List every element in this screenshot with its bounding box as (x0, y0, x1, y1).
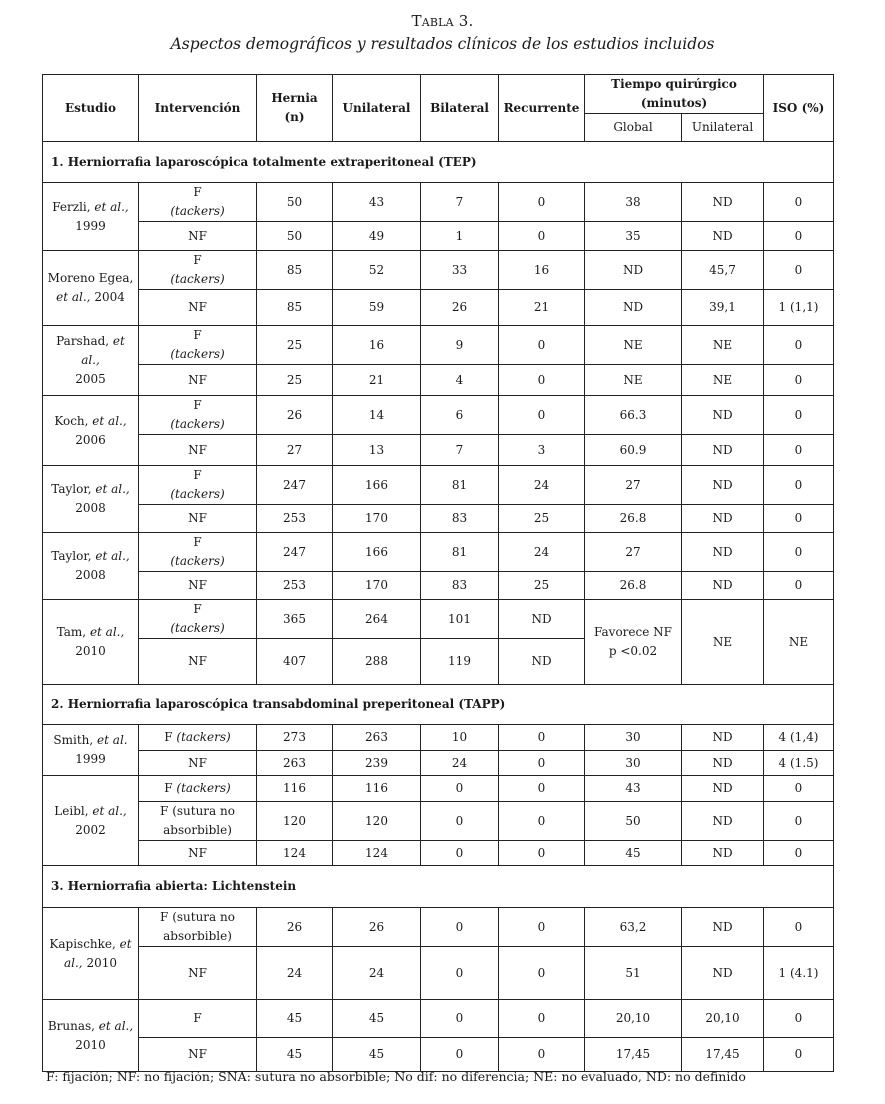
intervention-code: NF (139, 365, 257, 396)
hernia-value: 45 (257, 1000, 333, 1038)
global-value: 45 (585, 841, 682, 866)
global-value: 66.3 (585, 396, 682, 435)
et-al-cont: al., (64, 955, 83, 970)
tiempo-unilateral-value: ND (682, 183, 764, 222)
global-value: 60.9 (585, 435, 682, 466)
unilateral-value: 14 (333, 396, 421, 435)
recurrente-value: 0 (499, 776, 585, 802)
table-footnote: F: fijación; NF: no fijación; SNA: sutura no absorbible; No dif: no diferencia; NE: no evaluado, ND: no definido (46, 1069, 746, 1084)
recurrente-value: 0 (499, 725, 585, 751)
intervention-cell (139, 251, 257, 290)
intervention-detail: (tackers) (170, 272, 225, 286)
intervention-detail: absorbible) (163, 929, 232, 943)
hernia-value: 27 (257, 435, 333, 466)
tiempo-unilateral-value: ND (682, 802, 764, 841)
intervention-cell (139, 600, 257, 639)
tiempo-unilateral-value: ND (682, 505, 764, 533)
study-taylor-b (43, 533, 139, 600)
intervention-detail: absorbible) (163, 823, 232, 837)
iso-value: 0 (764, 466, 834, 505)
author: Smith, (53, 733, 94, 747)
hernia-value: 247 (257, 533, 333, 572)
bilateral-value: 0 (421, 908, 499, 947)
recurrente-value: 16 (499, 251, 585, 290)
unilateral-value: 59 (333, 290, 421, 326)
iso-value: 0 (764, 776, 834, 802)
year: 1999 (75, 752, 106, 766)
tiempo-unilateral-value: ND (682, 841, 764, 866)
bilateral-value: 0 (421, 1038, 499, 1072)
tiempo-unilateral-value: ND (682, 533, 764, 572)
author: Brunas, (47, 1018, 95, 1033)
study-moreno-egea (43, 251, 139, 326)
header-intervencion: Intervención (139, 75, 257, 142)
intervention-detail: (tackers) (170, 621, 225, 635)
recurrente-value: 0 (499, 396, 585, 435)
header-hernia-label: Hernia (271, 91, 318, 105)
global-value: 27 (585, 466, 682, 505)
hernia-value: 124 (257, 841, 333, 866)
global-value (585, 600, 682, 685)
global-value: 43 (585, 776, 682, 802)
hernia-value: 26 (257, 396, 333, 435)
iso-value: 0 (764, 326, 834, 365)
intervention-code: NF (139, 639, 257, 685)
results-table (42, 74, 834, 1072)
iso-value: 4 (1,4) (764, 725, 834, 751)
unilateral-value: 45 (333, 1038, 421, 1072)
table-caption-title: Aspectos demográficos y resultados clínicos de los estudios incluidos (170, 35, 715, 53)
recurrente-value: 0 (499, 802, 585, 841)
intervention-cell (139, 776, 257, 802)
intervention-cell (139, 802, 257, 841)
year: 2005 (75, 372, 106, 386)
author: Tam, (56, 625, 87, 639)
bilateral-value: 83 (421, 505, 499, 533)
hernia-value: 50 (257, 222, 333, 251)
recurrente-value: 21 (499, 290, 585, 326)
intervention-cell (139, 326, 257, 365)
unilateral-value: 26 (333, 908, 421, 947)
hernia-value: 263 (257, 751, 333, 776)
tiempo-unilateral-value: 17,45 (682, 1038, 764, 1072)
et-al: et al., (89, 625, 125, 639)
table-caption-label: Tabla 3. (411, 12, 474, 30)
tiempo-unilateral-value: ND (682, 751, 764, 776)
bilateral-value: 9 (421, 326, 499, 365)
hernia-value: 24 (257, 947, 333, 1000)
iso-value: 0 (764, 1000, 834, 1038)
bilateral-value: 7 (421, 183, 499, 222)
iso-value: 0 (764, 396, 834, 435)
iso-value: 0 (764, 222, 834, 251)
recurrente-value: 24 (499, 533, 585, 572)
hernia-value: 85 (257, 251, 333, 290)
year: 2006 (75, 432, 106, 447)
header-tiempo-unilateral: Unilateral (682, 114, 764, 142)
iso-value: 0 (764, 251, 834, 290)
iso-value: 0 (764, 183, 834, 222)
et-al: et al., (92, 413, 127, 428)
hernia-value: 116 (257, 776, 333, 802)
iso-value: 4 (1.5) (764, 751, 834, 776)
header-bilateral: Bilateral (421, 75, 499, 142)
intervention-code: F (164, 730, 173, 744)
global-value: 20,10 (585, 1000, 682, 1038)
tiempo-unilateral-value: NE (682, 326, 764, 365)
intervention-code: NF (139, 841, 257, 866)
study-taylor-a (43, 466, 139, 533)
iso-value: 0 (764, 365, 834, 396)
tiempo-unilateral-value: ND (682, 725, 764, 751)
bilateral-value: 101 (421, 600, 499, 639)
tiempo-unilateral-value: 39,1 (682, 290, 764, 326)
tiempo-unilateral-value: ND (682, 572, 764, 600)
iso-value: 0 (764, 908, 834, 947)
hernia-value: 26 (257, 908, 333, 947)
intervention-code: NF (139, 505, 257, 533)
study-ferzli (43, 183, 139, 251)
recurrente-value: 25 (499, 572, 585, 600)
year: 2008 (75, 501, 106, 515)
intervention-detail: (sutura no (172, 910, 235, 924)
year: 2010 (86, 955, 117, 970)
section-title-tep: 1. Herniorrafia laparoscópica totalmente extraperitoneal (TEP) (43, 142, 834, 183)
global-value: 50 (585, 802, 682, 841)
unilateral-value: 24 (333, 947, 421, 1000)
author: Ferzli, (52, 199, 91, 214)
bilateral-value: 81 (421, 533, 499, 572)
unilateral-value: 263 (333, 725, 421, 751)
global-value: 51 (585, 947, 682, 1000)
bilateral-value: 7 (421, 435, 499, 466)
hernia-value: 407 (257, 639, 333, 685)
et-al: et al., (56, 290, 91, 304)
intervention-detail: (tackers) (170, 204, 225, 218)
recurrente-value: 24 (499, 466, 585, 505)
unilateral-value: 21 (333, 365, 421, 396)
unilateral-value: 13 (333, 435, 421, 466)
intervention-cell (139, 396, 257, 435)
iso-value: 0 (764, 505, 834, 533)
intervention-code: F (193, 185, 202, 199)
unilateral-value: 170 (333, 572, 421, 600)
unilateral-value: 52 (333, 251, 421, 290)
tiempo-unilateral-value: NE (682, 365, 764, 396)
year: 2004 (94, 290, 125, 304)
et-al: et al., (95, 549, 130, 563)
year: 2010 (75, 644, 106, 658)
global-value: 26.8 (585, 572, 682, 600)
recurrente-value: 0 (499, 1038, 585, 1072)
section-title-lichtenstein: 3. Herniorrafia abierta: Lichtenstein (43, 866, 834, 908)
intervention-cell (139, 466, 257, 505)
unilateral-value: 16 (333, 326, 421, 365)
global-value: 30 (585, 751, 682, 776)
tiempo-unilateral-value: ND (682, 396, 764, 435)
hernia-value: 247 (257, 466, 333, 505)
intervention-code: F (193, 253, 202, 267)
global-value: 17,45 (585, 1038, 682, 1072)
tiempo-unilateral-value: 45,7 (682, 251, 764, 290)
recurrente-value: 0 (499, 947, 585, 1000)
intervention-detail: (tackers) (176, 781, 231, 795)
recurrente-value: 0 (499, 908, 585, 947)
recurrente-value: 0 (499, 841, 585, 866)
study-parshad (43, 326, 139, 396)
et-al: et al., (92, 803, 127, 818)
unilateral-value: 264 (333, 600, 421, 639)
global-value: ND (585, 290, 682, 326)
hernia-value: 85 (257, 290, 333, 326)
iso-value: 0 (764, 802, 834, 841)
study-koch (43, 396, 139, 466)
header-global: Global (585, 114, 682, 142)
global-value: 26.8 (585, 505, 682, 533)
tiempo-unilateral-value: 20,10 (682, 1000, 764, 1038)
unilateral-value: 43 (333, 183, 421, 222)
unilateral-value: 170 (333, 505, 421, 533)
tiempo-unilateral-value: ND (682, 222, 764, 251)
intervention-code: F (160, 910, 169, 924)
intervention-detail: (tackers) (170, 347, 225, 361)
recurrente-value: 0 (499, 326, 585, 365)
global-value: 35 (585, 222, 682, 251)
year: 2010 (75, 1037, 106, 1052)
iso-value: 0 (764, 572, 834, 600)
bilateral-value: 0 (421, 802, 499, 841)
year: 1999 (75, 218, 106, 233)
intervention-cell (139, 533, 257, 572)
unilateral-value: 120 (333, 802, 421, 841)
global-value-line1: Favorece NF (594, 625, 672, 639)
recurrente-value: ND (499, 600, 585, 639)
hernia-value: 365 (257, 600, 333, 639)
iso-value: NE (764, 600, 834, 685)
intervention-code: F (193, 398, 202, 412)
recurrente-value: 0 (499, 222, 585, 251)
bilateral-value: 24 (421, 751, 499, 776)
header-estudio: Estudio (43, 75, 139, 142)
iso-value: 1 (1,1) (764, 290, 834, 326)
unilateral-value: 288 (333, 639, 421, 685)
intervention-code: F (193, 328, 202, 342)
study-kapischke (43, 908, 139, 1000)
iso-value: 0 (764, 1038, 834, 1072)
bilateral-value: 0 (421, 776, 499, 802)
study-tam (43, 600, 139, 685)
author: Leibl, (54, 803, 89, 818)
et-al: et al., (94, 199, 129, 214)
tiempo-unilateral-value: ND (682, 776, 764, 802)
tiempo-unilateral-value: ND (682, 466, 764, 505)
intervention-code: F (193, 468, 202, 482)
tiempo-unilateral-value: ND (682, 908, 764, 947)
header-tiempo-quirurgico: Tiempo quirúrgico (minutos) (585, 75, 764, 114)
header-recurrente: Recurrente (499, 75, 585, 142)
author: Taylor, (51, 482, 92, 496)
unilateral-value: 45 (333, 1000, 421, 1038)
bilateral-value: 6 (421, 396, 499, 435)
year: 2008 (75, 568, 106, 582)
bilateral-value: 26 (421, 290, 499, 326)
hernia-value: 25 (257, 365, 333, 396)
et-al: et al., (98, 1018, 134, 1033)
intervention-code: F (160, 804, 169, 818)
intervention-cell (139, 725, 257, 751)
hernia-value: 50 (257, 183, 333, 222)
global-value: 38 (585, 183, 682, 222)
hernia-value: 273 (257, 725, 333, 751)
intervention-code: NF (139, 290, 257, 326)
intervention-code: F (164, 781, 173, 795)
intervention-cell (139, 908, 257, 947)
study-smith (43, 725, 139, 776)
iso-value: 0 (764, 435, 834, 466)
intervention-code: NF (139, 751, 257, 776)
header-hernia (257, 75, 333, 142)
intervention-code: F (193, 535, 202, 549)
header-iso: ISO (%) (764, 75, 834, 142)
hernia-value: 45 (257, 1038, 333, 1072)
author: Koch, (54, 413, 89, 428)
hernia-value: 120 (257, 802, 333, 841)
global-value: NE (585, 365, 682, 396)
iso-value: 1 (4.1) (764, 947, 834, 1000)
intervention-code: NF (139, 222, 257, 251)
intervention-detail: (sutura no (172, 804, 235, 818)
study-leibl (43, 776, 139, 866)
global-value: ND (585, 251, 682, 290)
unilateral-value: 116 (333, 776, 421, 802)
recurrente-value: 0 (499, 365, 585, 396)
hernia-value: 253 (257, 505, 333, 533)
recurrente-value: ND (499, 639, 585, 685)
bilateral-value: 10 (421, 725, 499, 751)
bilateral-value: 1 (421, 222, 499, 251)
section-title-tapp: 2. Herniorrafia laparoscópica transabdominal preperitoneal (TAPP) (43, 685, 834, 725)
bilateral-value: 83 (421, 572, 499, 600)
intervention-code: NF (139, 947, 257, 1000)
tiempo-unilateral-value: ND (682, 435, 764, 466)
intervention-cell (139, 183, 257, 222)
global-value: 27 (585, 533, 682, 572)
et-al: et al., (81, 334, 125, 367)
bilateral-value: 0 (421, 841, 499, 866)
header-hernia-unit: (n) (284, 110, 305, 124)
bilateral-value: 33 (421, 251, 499, 290)
unilateral-value: 166 (333, 533, 421, 572)
tiempo-unilateral-value: ND (682, 947, 764, 1000)
intervention-code: NF (139, 435, 257, 466)
global-value-line2: p <0.02 (608, 644, 658, 658)
tiempo-unilateral-value: NE (682, 600, 764, 685)
global-value: NE (585, 326, 682, 365)
iso-value: 0 (764, 841, 834, 866)
intervention-code: F (139, 1000, 257, 1038)
header-unilateral: Unilateral (333, 75, 421, 142)
et-al: et al. (97, 733, 128, 747)
global-value: 63,2 (585, 908, 682, 947)
unilateral-value: 239 (333, 751, 421, 776)
recurrente-value: 0 (499, 751, 585, 776)
iso-value: 0 (764, 533, 834, 572)
et-al: et (119, 936, 132, 951)
bilateral-value: 4 (421, 365, 499, 396)
hernia-value: 253 (257, 572, 333, 600)
bilateral-value: 0 (421, 947, 499, 1000)
author: Moreno Egea, (47, 271, 134, 285)
author: Kapischke, (49, 936, 116, 951)
recurrente-value: 3 (499, 435, 585, 466)
bilateral-value: 0 (421, 1000, 499, 1038)
recurrente-value: 25 (499, 505, 585, 533)
unilateral-value: 166 (333, 466, 421, 505)
intervention-detail: (tackers) (170, 417, 225, 431)
unilateral-value: 49 (333, 222, 421, 251)
hernia-value: 25 (257, 326, 333, 365)
author: Taylor, (51, 549, 92, 563)
study-brunas (43, 1000, 139, 1072)
bilateral-value: 81 (421, 466, 499, 505)
recurrente-value: 0 (499, 183, 585, 222)
intervention-detail: (tackers) (170, 554, 225, 568)
intervention-detail: (tackers) (170, 487, 225, 501)
unilateral-value: 124 (333, 841, 421, 866)
author: Parshad, (56, 334, 110, 348)
intervention-code: NF (139, 1038, 257, 1072)
intervention-code: NF (139, 572, 257, 600)
recurrente-value: 0 (499, 1000, 585, 1038)
intervention-code: F (193, 602, 202, 616)
bilateral-value: 119 (421, 639, 499, 685)
intervention-detail: (tackers) (176, 730, 231, 744)
et-al: et al., (95, 482, 130, 496)
global-value: 30 (585, 725, 682, 751)
year: 2002 (75, 822, 106, 837)
